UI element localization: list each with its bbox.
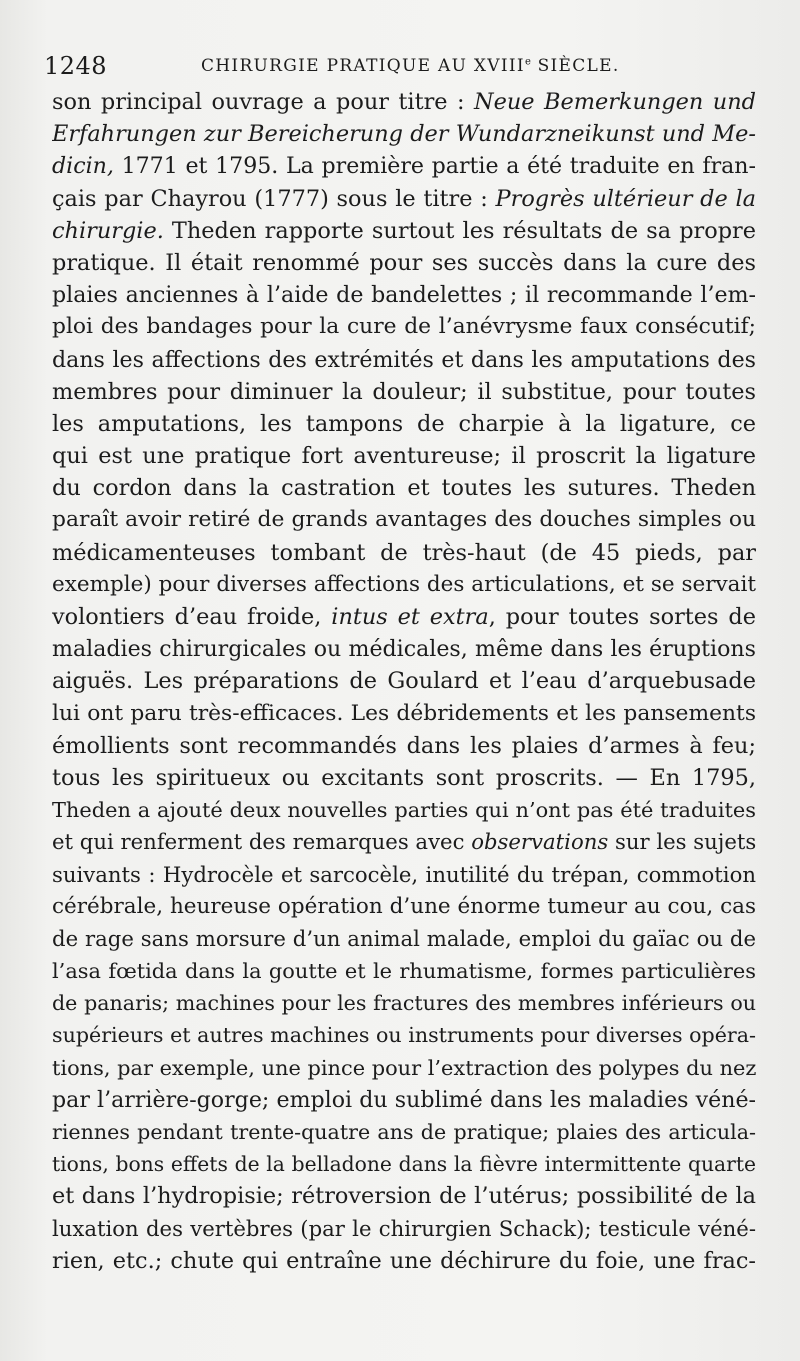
text-line xyxy=(52,923,756,955)
text-line xyxy=(52,440,756,472)
page-number: 1248 xyxy=(44,52,108,80)
text-segment: maladies chirurgicales ou médicales, même dans les éruptions xyxy=(52,636,756,663)
text-segment: émollients sont recommandés dans les plaies d’armes à feu; xyxy=(52,732,756,759)
text-segment: pratique. Il était renommé pour ses succès dans la cure des xyxy=(52,249,756,276)
italic-text: intus et extra xyxy=(331,604,489,630)
text-segment: de rage sans morsure d’un animal malade, emploi du gaïac ou de xyxy=(52,925,756,951)
text-line xyxy=(52,665,756,697)
text-line xyxy=(52,344,756,376)
text-line xyxy=(52,1084,756,1116)
italic-text: dicin, xyxy=(52,153,114,180)
text-line xyxy=(52,1213,756,1245)
text-line xyxy=(52,472,756,504)
text-line xyxy=(52,633,756,665)
text-segment: riennes pendant trente-quatre ans de pratique; plaies des articula- xyxy=(52,1120,756,1144)
text-segment: médicamenteuses tombant de très-haut (de 45 pieds, par xyxy=(52,539,756,566)
text-segment: rien, etc.; chute qui entraîne une déchirure du foie, une frac- xyxy=(52,1247,756,1274)
text-segment: suivants : Hydrocèle et sarcocèle, inutilité du trépan, commotion xyxy=(52,861,756,887)
text-line xyxy=(52,279,756,311)
text-line xyxy=(52,537,756,569)
text-segment: par l’arrière-gorge; emploi du sublimé dans les maladies véné- xyxy=(52,1086,756,1113)
text-line xyxy=(52,762,756,794)
text-line xyxy=(52,569,756,601)
body-text xyxy=(52,86,756,1277)
text-line xyxy=(52,1116,756,1148)
text-segment: tous les spiritueux ou excitants sont proscrits. — En 1795, xyxy=(52,764,756,791)
italic-text: Erfahrungen zur Bereicherung der Wundarzneikunst und Me- xyxy=(52,121,756,148)
text-line xyxy=(52,891,756,923)
text-segment: tions, bons effets de la belladone dans la fièvre intermittente quarte xyxy=(52,1152,756,1177)
text-segment: du cordon dans la castration et toutes les sutures. Theden xyxy=(52,475,756,502)
text-segment: et dans l’hydropisie; rétroversion de l’utérus; possibilité de la xyxy=(52,1183,756,1210)
running-title xyxy=(201,56,620,76)
italic-text: Progrès ultérieur de la xyxy=(495,185,756,212)
text-segment: dans les affections des extrémités et dans les amputations des xyxy=(52,346,756,373)
text-line xyxy=(52,1019,756,1051)
text-line xyxy=(52,859,756,891)
text-line xyxy=(52,86,756,118)
running-title-end: SIÈCLE. xyxy=(530,56,620,76)
text-segment: , pour toutes sortes de xyxy=(488,604,756,630)
text-line xyxy=(52,1052,756,1084)
text-segment: supérieurs et autres machines ou instruments pour diverses opéra- xyxy=(52,1023,756,1048)
text-segment: membres pour diminuer la douleur; il substitue, pour toutes xyxy=(52,378,756,405)
running-title-main: CHIRURGIE PRATIQUE AU XVIII xyxy=(201,56,525,76)
text-segment: lui ont paru très-efficaces. Les débridements et les pansements xyxy=(52,700,756,726)
text-segment: tions, par exemple, une pince pour l’extraction des polypes du nez xyxy=(52,1055,756,1080)
text-line xyxy=(52,826,756,858)
text-line xyxy=(52,247,756,279)
text-segment: qui est une pratique fort aventureuse; il proscrit la ligature xyxy=(52,443,756,470)
text-line xyxy=(52,601,756,633)
text-segment: 1771 et 1795. La première partie a été traduite en fran- xyxy=(113,153,756,180)
text-line xyxy=(52,1245,756,1277)
text-segment: Theden rapporte surtout les résultats de sa propre xyxy=(163,217,756,244)
text-line xyxy=(52,794,756,826)
text-segment: les amputations, les tampons de charpie à la ligature, ce xyxy=(52,410,756,437)
text-line xyxy=(52,1148,756,1180)
text-line xyxy=(52,118,756,150)
text-segment: de panaris; machines pour les fractures des membres inférieurs ou xyxy=(52,991,756,1016)
text-line xyxy=(52,408,756,440)
text-line xyxy=(52,698,756,730)
text-line xyxy=(52,504,756,536)
text-segment: son principal ouvrage a pour titre : xyxy=(52,89,475,115)
text-line xyxy=(52,215,756,247)
text-segment: l’asa fœtida dans la goutte et le rhumatisme, formes particulières xyxy=(52,959,756,984)
text-segment: volontiers d’eau froide, xyxy=(52,604,332,630)
text-segment: cérébrale, heureuse opération d’une énorme tumeur au cou, cas xyxy=(52,893,756,919)
text-line xyxy=(52,1180,756,1212)
text-line xyxy=(52,987,756,1019)
text-segment: paraît avoir retiré de grands avantages des douches simples ou xyxy=(52,507,756,533)
text-segment: ploi des bandages pour la cure de l’anévrysme faux consécutif; xyxy=(52,314,756,340)
text-segment: luxation des vertèbres (par le chirurgien Schack); testicule véné- xyxy=(52,1215,756,1241)
text-segment: aiguës. Les préparations de Goulard et l’eau d’arquebusade xyxy=(52,668,756,695)
italic-text: observations xyxy=(471,829,609,855)
text-line xyxy=(52,376,756,408)
text-segment: et qui renferment des remarques avec xyxy=(52,829,472,855)
page-header xyxy=(44,52,764,82)
text-segment: çais par Chayrou (1777) sous le titre : xyxy=(52,185,496,212)
text-segment: exemple) pour diverses affections des articulations, et se servait xyxy=(52,571,756,597)
text-segment: sur les sujets xyxy=(608,829,756,855)
text-segment: Theden a ajouté deux nouvelles parties qui n’ont pas été traduites xyxy=(52,798,756,823)
italic-text: Neue Bemerkungen und xyxy=(474,89,756,115)
text-line xyxy=(52,311,756,343)
text-line xyxy=(52,955,756,987)
text-line xyxy=(52,183,756,215)
text-line xyxy=(52,150,756,182)
text-line xyxy=(52,730,756,762)
text-segment: plaies anciennes à l’aide de bandelettes ; il recommande l’em- xyxy=(52,282,756,309)
italic-text: chirurgie. xyxy=(52,217,164,244)
running-title-superscript: e xyxy=(524,56,531,68)
